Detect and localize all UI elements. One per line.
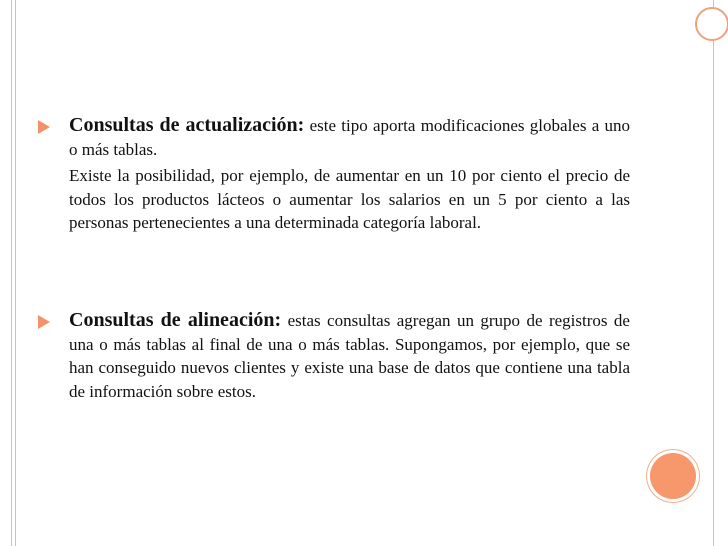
right-border-line	[713, 0, 714, 546]
bullet-term: Consultas de actualización:	[69, 114, 305, 136]
decorative-ring-top	[695, 7, 728, 41]
bullet-term: Consultas de alineación:	[69, 309, 282, 331]
left-border-line-outer	[11, 0, 12, 546]
left-border-line-inner	[15, 0, 16, 546]
bullet-item-actualizacion	[38, 114, 630, 235]
bullet-detail: Existe la posibilidad, por ejemplo, de aumentar en un 10 por ciento el precio de todos los productos lácteos o aumentar los salarios en un 5 por ciento a las personas pertenecientes a una determinada categoría laboral.	[69, 166, 630, 232]
bullet-item-alineacion	[38, 309, 630, 403]
triangle-right-icon	[38, 315, 50, 329]
bullet-text: estas consultas agregan un grupo de registros de una o más tablas al final de una o más tablas. Supongamos, por ejemplo, que se han conseguido nuevos clientes y existe una base de datos que contiene una tabla de información sobre estos.	[69, 311, 630, 401]
triangle-right-icon	[38, 120, 50, 134]
bullet-paragraph	[38, 309, 630, 403]
bullet-paragraph	[38, 114, 630, 161]
decorative-dot-bottom	[650, 453, 696, 499]
bullet-text: este tipo aporta modificaciones globales a uno o más tablas.	[69, 116, 630, 159]
